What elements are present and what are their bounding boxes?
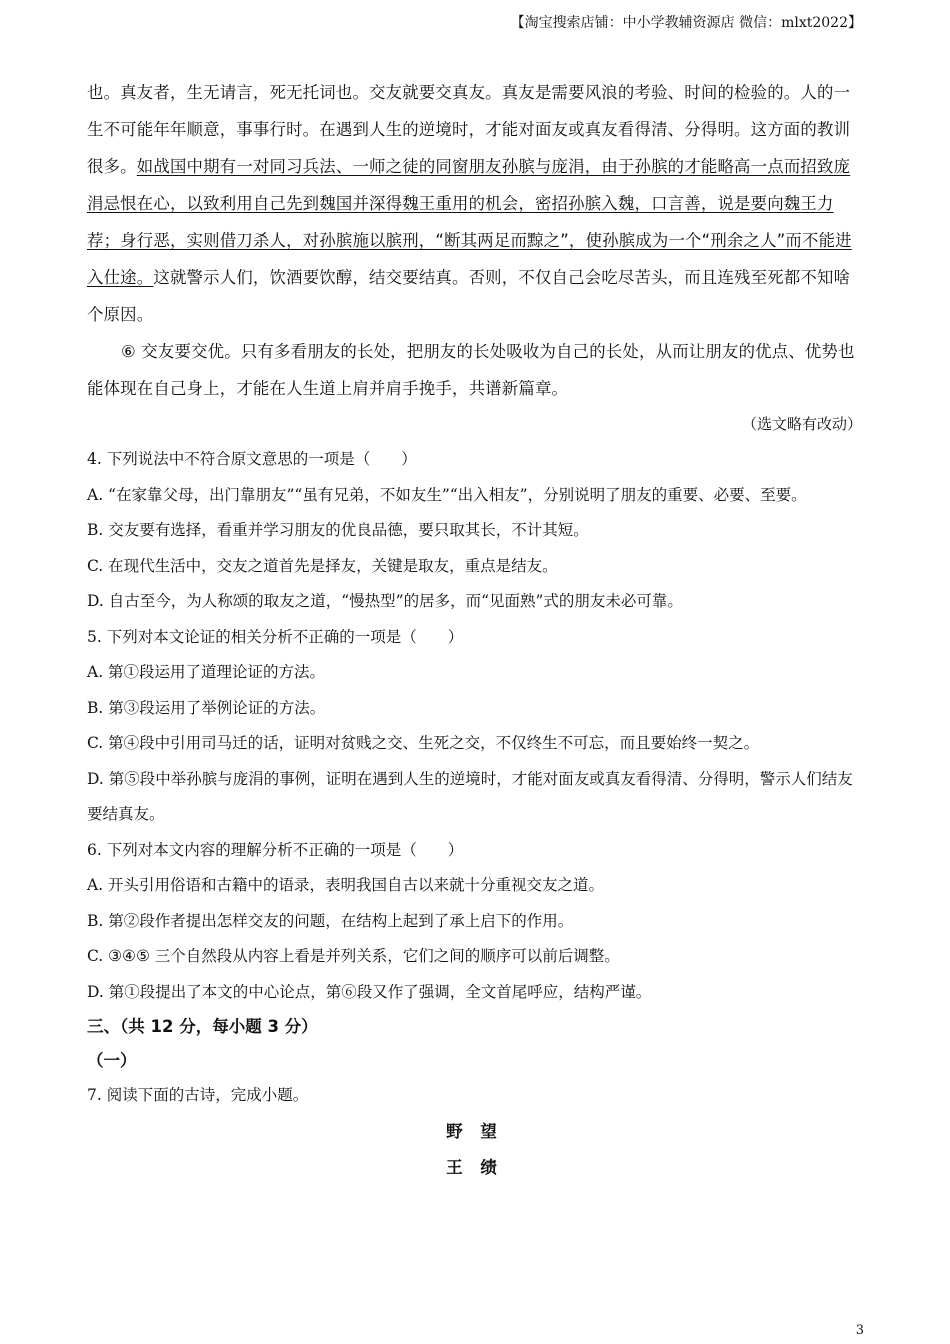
option-b: B. 第②段作者提出怎样交友的问题，在结构上起到了承上启下的作用。 — [87, 911, 574, 930]
option-c: C. ③④⑤ 三个自然段从内容上看是并列关系，它们之间的顺序可以前后调整。 — [87, 947, 620, 965]
question-6 — [87, 833, 862, 1011]
question-stem: 6. 下列对本文内容的理解分析不正确的一项是（ ） — [87, 840, 464, 859]
option-b: B. 交友要有选择，看重并学习朋友的优良品德，要只取其长，不计其短。 — [87, 521, 589, 539]
subsection-title: （一） — [87, 1051, 137, 1070]
option-a: A. 开头引用俗语和古籍中的语录，表明我国自古以来就十分重视交友之道。 — [87, 876, 605, 894]
question-stem: 4. 下列说法中不符合原文意思的一项是（ ） — [87, 450, 417, 468]
section-title: 三、（共 12 分，每小题 3 分） — [87, 1017, 318, 1036]
page-content — [87, 74, 862, 1186]
option-d: D. 第⑤段中举孙膑与庞涓的事例，证明在遇到人生的逆境时，才能对面友或真友看得清、分得明，警示人们结友要结真友。 — [87, 769, 853, 823]
passage-paragraph-6: ⑥ 交友要交优。只有多看朋友的长处，把朋友的长处吸收为自己的长处，从而让朋友的优点、优势也能体现在自己身上，才能在人生道上肩并肩手挽手，共谱新篇章。 — [87, 342, 855, 398]
question-4 — [87, 442, 862, 620]
option-c: C. 在现代生活中，交友之道首先是择友，关键是取友，重点是结友。 — [87, 556, 558, 575]
option-b: B. 第③段运用了举例论证的方法。 — [87, 698, 326, 717]
option-a: A. 第①段运用了道理论证的方法。 — [87, 663, 326, 681]
passage-paragraph-5 — [87, 74, 862, 333]
option-d: D. 自古至今，为人称颂的取友之道，“慢热型”的居多，而“见面熟”式的朋友未必可靠。 — [87, 592, 683, 610]
page-header: 【淘宝搜索店铺：中小学教辅资源店 微信：mlxt2022】 — [510, 15, 862, 31]
underlined-passage: 如战国中期有一对同习兵法、一师之徒的同窗朋友孙膑与庞涓，由于孙膑的才能略高一点而招致庞涓忌恨在心，以致利用自己先到魏国并深得魏王重用的机会，密招孙膑入魏，口言善，说是要向魏王力荐；身行恶，实则借刀杀人，对孙膑施以膑刑，“断其两足而黥之”，使孙膑成为一个“刑余之人”而不能进入仕途。 — [87, 157, 852, 287]
question-5 — [87, 620, 862, 833]
option-c: C. 第④段中引用司马迁的话，证明对贫贱之交、生死之交，不仅终生不可忘，而且要始终一契之。 — [87, 734, 760, 752]
option-a: A. “在家靠父母，出门靠朋友”“虽有兄弟，不如友生”“出入相友”，分别说明了朋友的重要、必要、至要。 — [87, 485, 807, 504]
question-stem: 5. 下列对本文论证的相关分析不正确的一项是（ ） — [87, 627, 464, 646]
question-7-stem: 7. 阅读下面的古诗，完成小题。 — [87, 1086, 309, 1104]
source-note: （选文略有改动） — [741, 415, 862, 433]
option-d: D. 第①段提出了本文的中心论点，第⑥段又作了强调，全文首尾呼应，结构严谨。 — [87, 982, 652, 1001]
poem-title: 野 望 — [446, 1121, 503, 1141]
paragraph-5-text: 也。真友者，生无请言，死无托词也。交友就要交真友。真友是需要风浪的考验、时间的检验的。人的一生不可能年年顺意，事事行时。在遇到人生的逆境时，才能对面友或真友看得清、分得明。这方面的教训很多。 — [87, 83, 851, 176]
poem-author: 王 绩 — [446, 1157, 503, 1177]
paragraph-5-conclusion: 这就警示人们，饮酒要饮醇，结交要结真。否则，不仅自己会吃尽苦头，而且连残至死都不知啥个原因。 — [87, 268, 851, 324]
page-number: 3 — [855, 1323, 864, 1338]
